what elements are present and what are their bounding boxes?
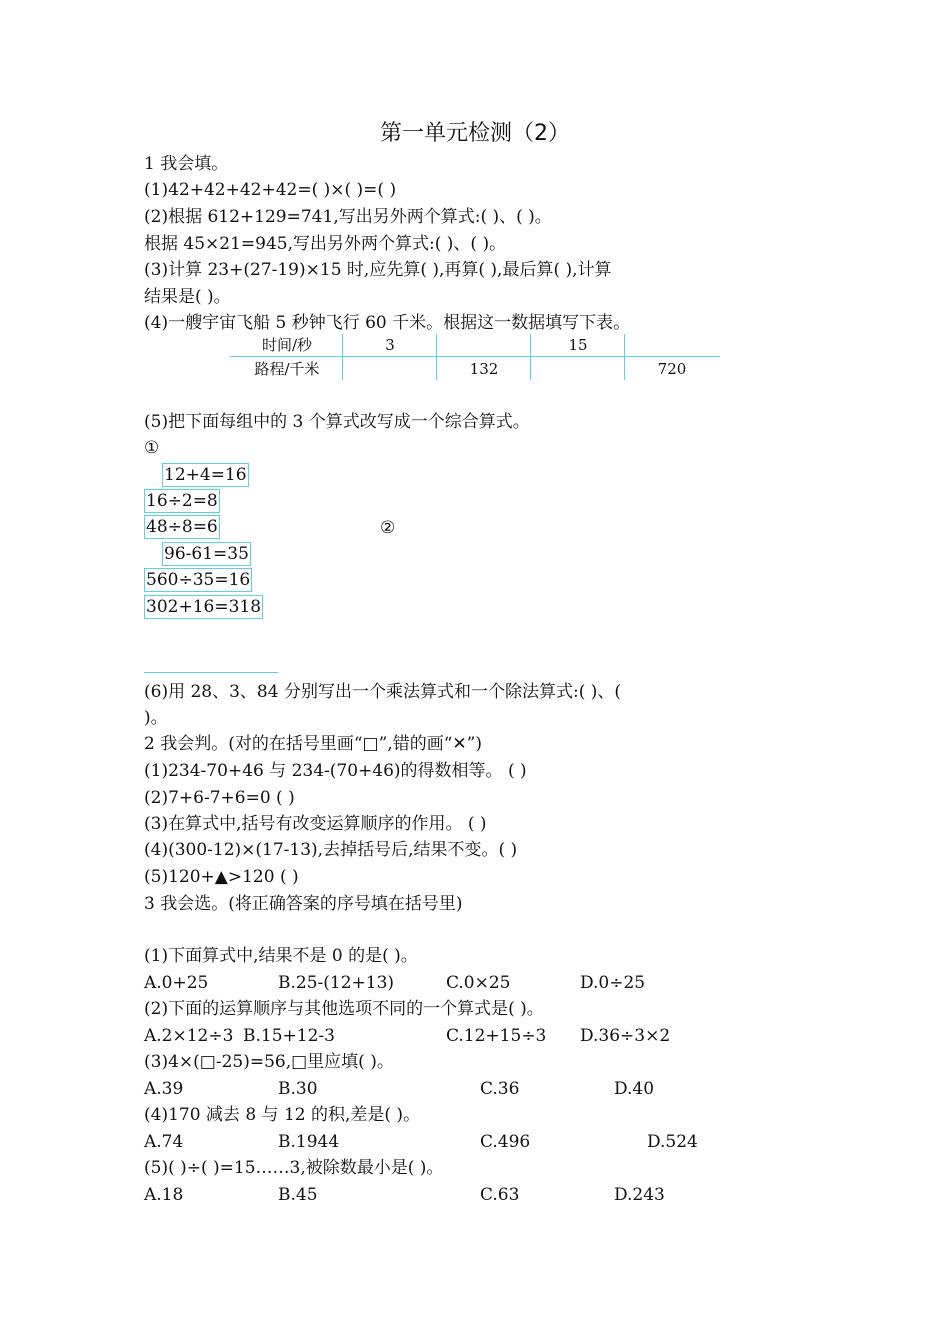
choice-option: B.25-(12+13) xyxy=(278,973,395,993)
choice-option: D.0÷25 xyxy=(580,973,646,993)
choice-option: B.15+12-3 xyxy=(243,1026,335,1046)
q1-3b: 结果是( )。 xyxy=(144,287,231,307)
equation-box: 48÷8=6 xyxy=(146,517,218,537)
choice-option: C.63 xyxy=(480,1185,520,1205)
choice-question: (5)( )÷( )=15……3,被除数最小是( )。 xyxy=(144,1158,444,1178)
choice-option: B.1944 xyxy=(278,1132,340,1152)
choice-option: A.18 xyxy=(144,1185,184,1205)
choice-question: (2)下面的运算顺序与其他选项不同的一个算式是( )。 xyxy=(144,999,544,1019)
choice-question: (3)4×(□-25)=56,□里应填( )。 xyxy=(144,1052,394,1072)
table-cell: 3 xyxy=(385,336,395,354)
q1-5: (5)把下面每组中的 3 个算式改写成一个综合算式。 xyxy=(144,412,530,432)
choice-question: (4)170 减去 8 与 12 的积,差是( )。 xyxy=(144,1105,421,1125)
table-row-label-time: 时间/秒 xyxy=(261,336,313,354)
choice-option: C.496 xyxy=(480,1132,531,1152)
q1-3a: (3)计算 23+(27-19)×15 时,应先算( ),再算( ),最后算( ),计算 xyxy=(144,260,612,280)
table-cell: 132 xyxy=(469,360,499,378)
choice-option: A.2×12÷3 xyxy=(144,1026,234,1046)
section-1-heading: 1 我会填。 xyxy=(144,154,229,174)
judge-item: (4)(300-12)×(17-13),去掉括号后,结果不变。( ) xyxy=(144,840,518,860)
choice-option: D.36÷3×2 xyxy=(580,1026,671,1046)
choice-option: C.36 xyxy=(480,1079,520,1099)
table-row-label-distance: 路程/千米 xyxy=(254,360,320,378)
q1-4: (4)一艘宇宙飞船 5 秒钟飞行 60 千米。根据这一数据填写下表。 xyxy=(144,313,631,333)
equation-box: 560÷35=16 xyxy=(146,570,251,590)
section-3-heading: 3 我会选。(将正确答案的序号填在括号里) xyxy=(144,894,463,914)
table-cell: 15 xyxy=(568,336,588,354)
q1-6b: )。 xyxy=(144,708,168,728)
choice-option: C.12+15÷3 xyxy=(446,1026,547,1046)
choice-option: D.243 xyxy=(614,1185,665,1205)
choice-option: A.39 xyxy=(144,1079,184,1099)
judge-item: (2)7+6-7+6=0 ( ) xyxy=(144,788,295,808)
equation-box: 96-61=35 xyxy=(164,544,249,564)
equation-box: 16÷2=8 xyxy=(146,491,218,511)
table-cell: 720 xyxy=(657,360,687,378)
choice-option: C.0×25 xyxy=(446,973,511,993)
choice-question: (1)下面算式中,结果不是 0 的是( )。 xyxy=(144,946,418,966)
speed-table xyxy=(230,334,720,380)
circled-one: ① xyxy=(144,438,160,458)
q1-1: (1)42+42+42+42=( )×( )=( ) xyxy=(144,180,397,200)
circled-two: ② xyxy=(380,518,396,538)
q1-2a: (2)根据 612+129=741,写出另外两个算式:( )、( )。 xyxy=(144,207,552,227)
page-title: 第一单元检测（2） xyxy=(380,121,570,146)
choice-option: A.74 xyxy=(144,1132,184,1152)
choice-option: D.40 xyxy=(614,1079,655,1099)
judge-item: (3)在算式中,括号有改变运算顺序的作用。 ( ) xyxy=(144,814,487,834)
divider-line xyxy=(144,672,278,673)
equation-box: 12+4=16 xyxy=(164,465,247,485)
q1-2b: 根据 45×21=945,写出另外两个算式:( )、( )。 xyxy=(144,234,507,254)
choice-option: B.30 xyxy=(278,1079,318,1099)
choice-option: A.0+25 xyxy=(144,973,209,993)
choice-option: D.524 xyxy=(647,1132,698,1152)
equation-box: 302+16=318 xyxy=(146,597,262,617)
choice-option: B.45 xyxy=(278,1185,318,1205)
judge-item: (5)120+▲>120 ( ) xyxy=(144,867,299,887)
judge-item: (1)234-70+46 与 234-(70+46)的得数相等。 ( ) xyxy=(144,761,527,781)
section-2-heading: 2 我会判。(对的在括号里画“□”,错的画“✕”) xyxy=(144,734,482,754)
q1-6a: (6)用 28、3、84 分别写出一个乘法算式和一个除法算式:( )、( xyxy=(144,682,621,702)
